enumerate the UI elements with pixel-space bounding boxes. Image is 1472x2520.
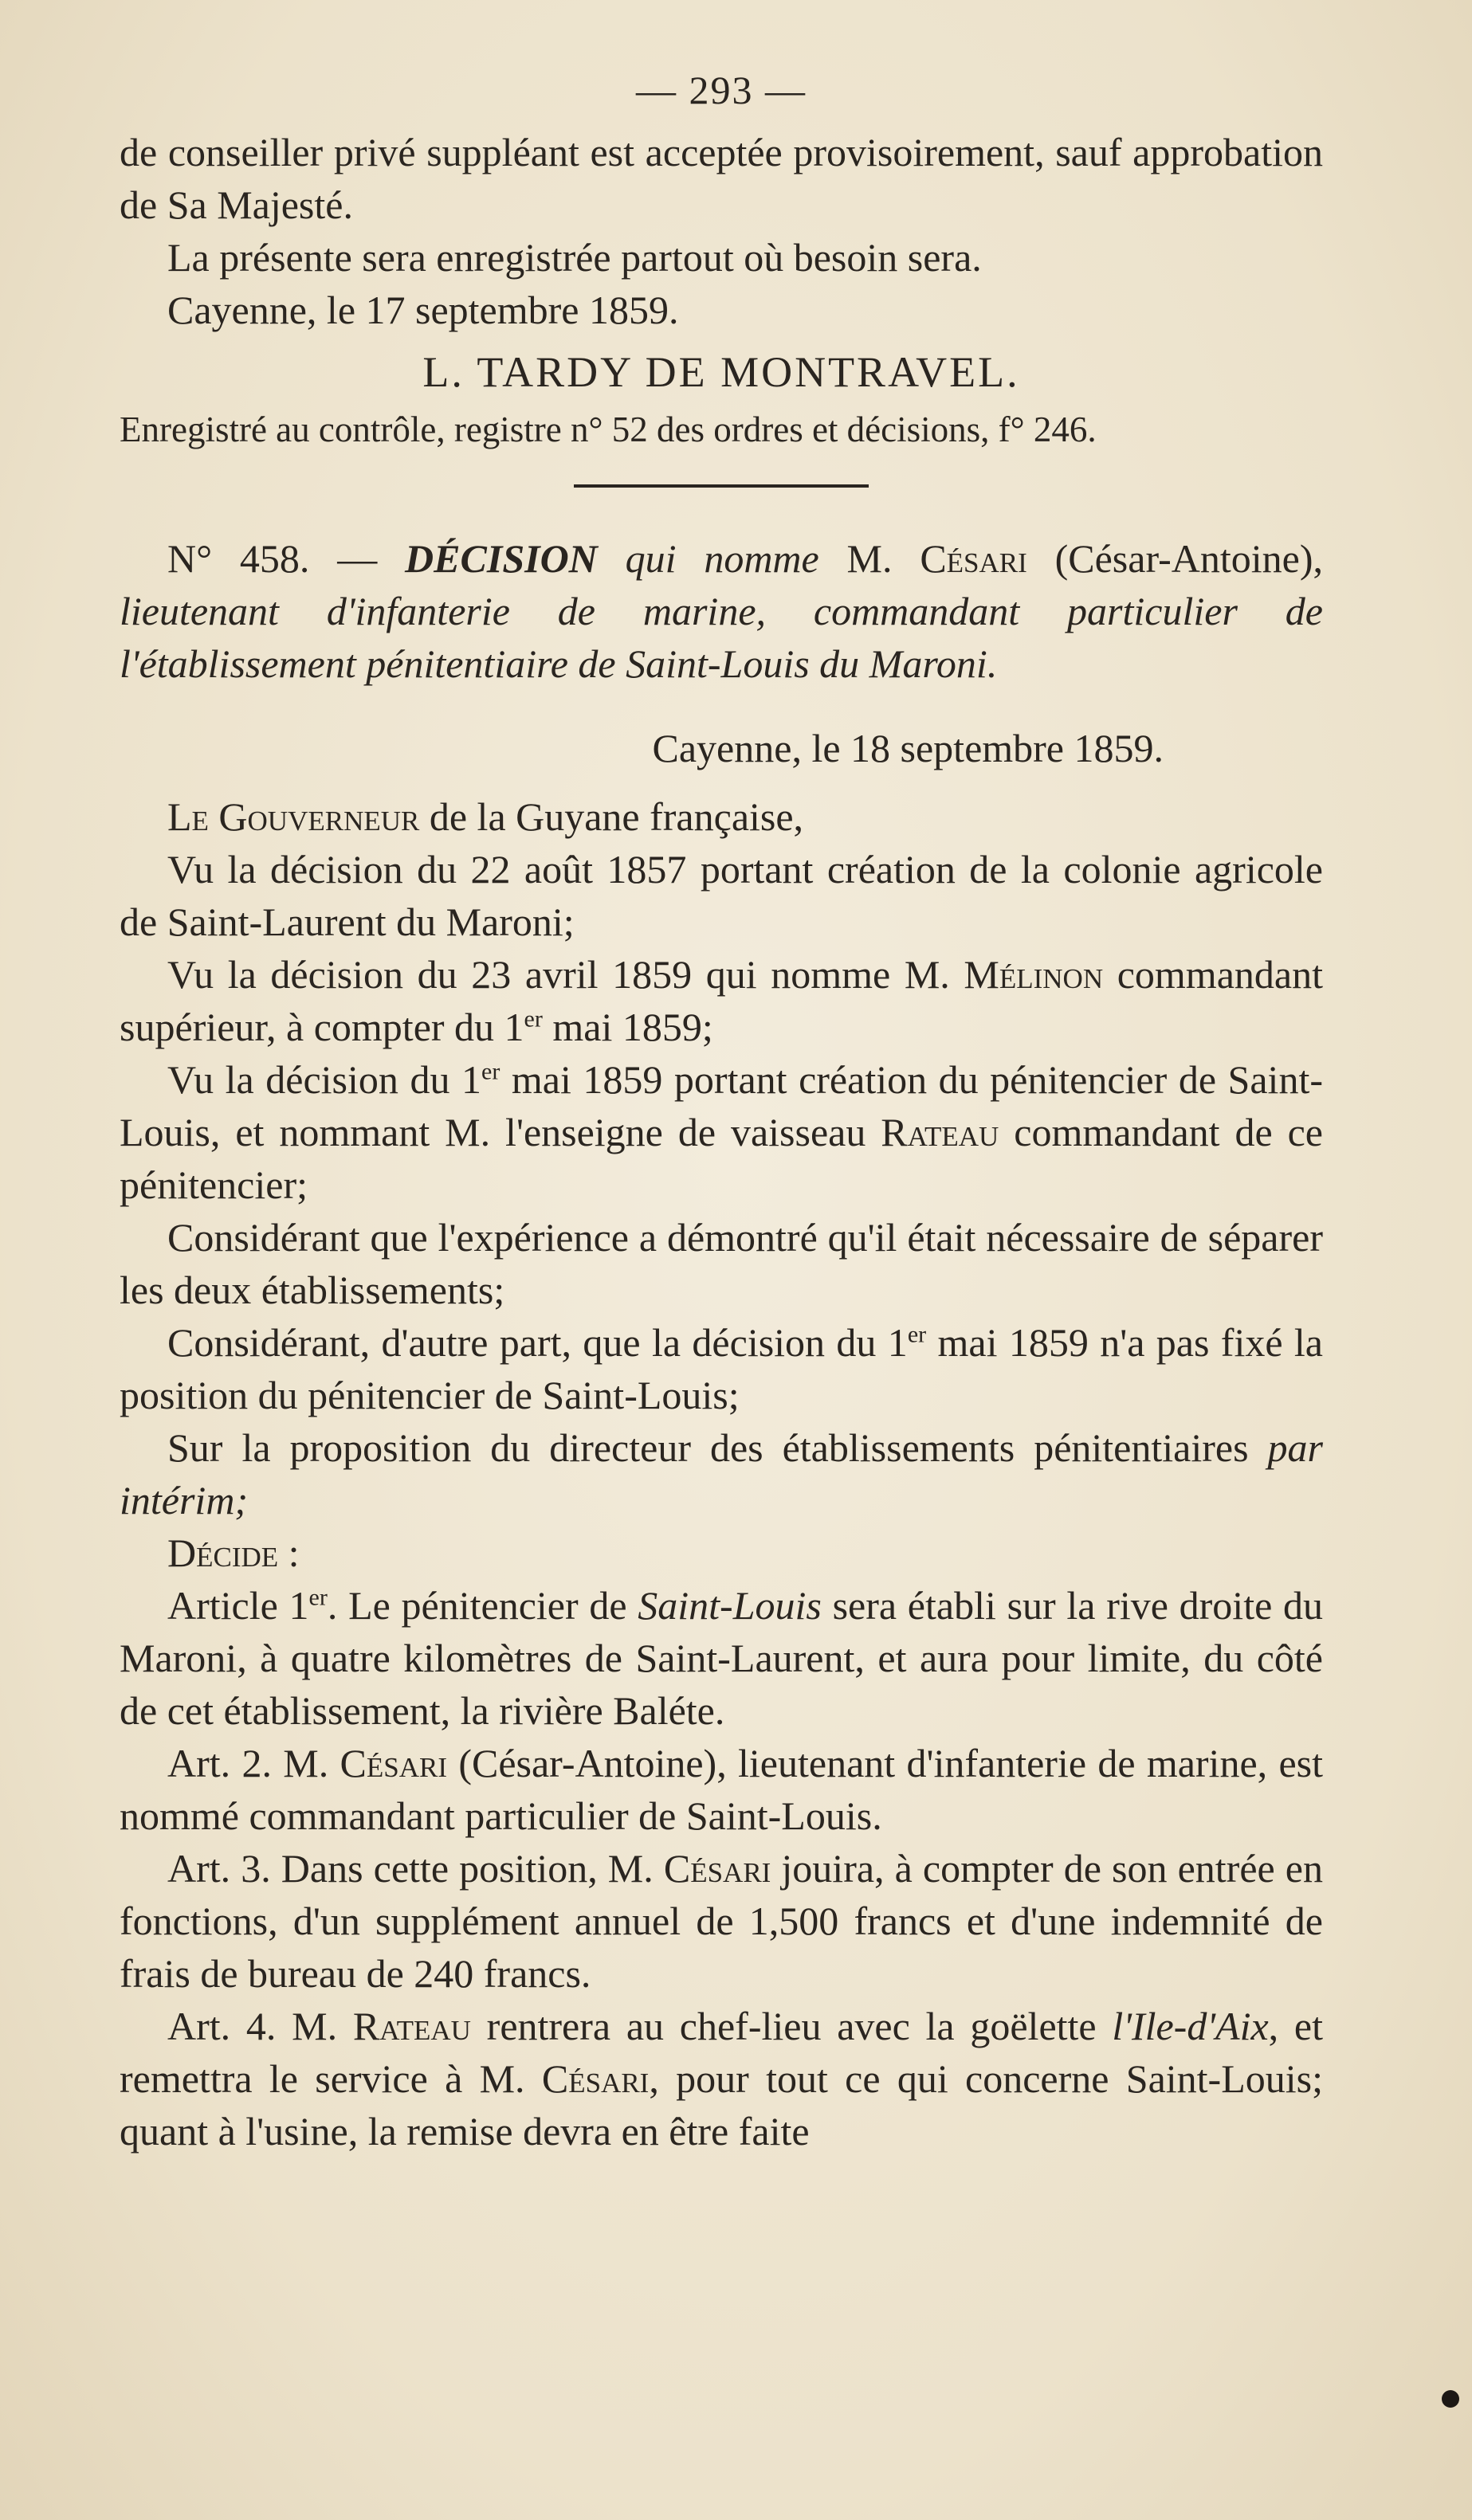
superscript: er (308, 1584, 328, 1611)
ink-spot (1442, 2390, 1459, 2408)
article-4 (120, 2000, 1323, 2157)
superscript: er (907, 1321, 927, 1348)
text: mai 1859 portant création du pénitencier de Saint-Louis, et nommant M. l'enseigne de vaisseau (120, 1057, 1323, 1154)
article-2 (120, 1737, 1323, 1842)
heading-text-2: (César-Antoine), (1026, 536, 1323, 581)
superscript: er (481, 1058, 500, 1085)
decides: Décide : (167, 1530, 300, 1575)
text: commandant supérieur, à compter du 1 (120, 952, 1323, 1049)
text: (César-Antoine), lieutenant d'infanterie de marine, est nommé commandant particulier de Saint-Louis. (120, 1741, 1323, 1838)
text: Vu la décision du 1 (167, 1057, 481, 1102)
decision-heading (120, 532, 1323, 690)
text: Vu la décision du 23 avril 1859 qui nomme M. (167, 952, 964, 997)
governor-title: Le Gouverneur (167, 794, 420, 839)
page-number: — 293 — (636, 68, 807, 112)
text: Considérant, d'autre part, que la décision du 1 (167, 1320, 908, 1365)
heading-text: qui nomme (597, 536, 847, 581)
italic-text: par intérim; (120, 1425, 1323, 1523)
text: sera établi sur la rive droite du Maroni, à quatre kilomètres de Saint-Laurent, et aura pour limite, du côté de cet établissement, la rivière Baléte. (120, 1583, 1323, 1733)
superscript: er (524, 1005, 543, 1033)
text: commandant de ce pénitencier; (120, 1110, 1323, 1207)
heading-person: M. Césari (846, 536, 1027, 581)
registration-order: La présente sera enregistrée partout où besoin sera. (167, 235, 982, 280)
heading-italic: lieutenant d'infanterie de marine, commandant particulier de l'établissement pénitentiaire de Saint-Louis du Maroni. (120, 589, 1323, 686)
decision-number: N° 458. — (167, 536, 378, 581)
text: . Le pénitencier de (327, 1583, 638, 1628)
page-text (120, 64, 1323, 2157)
considering-2 (120, 1316, 1323, 1421)
text: , pour tout ce qui concerne Saint-Louis; quant à l'usine, la remise devra en être faite (120, 2056, 1323, 2154)
place-date: Cayenne, le 17 septembre 1859. (167, 288, 679, 332)
text: jouira, à compter de son entrée en fonctions, d'un supplément annuel de 1,500 francs et d'une indemnité de frais de bureau de 240 francs. (120, 1846, 1323, 1996)
proposal (120, 1421, 1323, 1527)
person-name: Césari (663, 1846, 771, 1891)
text: Art. 3. Dans cette position, M. (167, 1846, 664, 1891)
registration-note: Enregistré au contrôle, registre n° 52 des ordres et décisions, f° 246. (120, 410, 1097, 449)
whereas-2 (120, 948, 1323, 1053)
considering-1: Considérant que l'expérience a démontré qu'il était nécessaire de séparer les deux établissements; (120, 1215, 1323, 1312)
signature: L. TARDY DE MONTRAVEL. (422, 348, 1020, 396)
article-1 (120, 1579, 1323, 1737)
person-name: Rateau (352, 2004, 471, 2048)
governor-rest: de la Guyane française, (419, 794, 804, 839)
text: Article 1 (167, 1583, 309, 1628)
person-name: Césari (340, 1741, 448, 1785)
italic-text: Saint-Louis (638, 1583, 822, 1628)
text: mai 1859 n'a pas fixé la position du pénitencier de Saint-Louis; (120, 1320, 1323, 1417)
whereas-3 (120, 1053, 1323, 1211)
whereas-1: Vu la décision du 22 août 1857 portant création de la colonie agricole de Saint-Laurent du Maroni; (120, 847, 1323, 944)
person-name: Césari (541, 2056, 650, 2101)
text: rentrera au chef-lieu avec la goëlette (470, 2004, 1113, 2048)
governor-line (120, 790, 1323, 843)
person-name: Rateau (881, 1110, 999, 1154)
italic-text: l'Ile-d'Aix (1112, 2004, 1269, 2048)
decision-date: Cayenne, le 18 septembre 1859. (652, 726, 1164, 770)
continuation-paragraph: de conseiller privé suppléant est acceptée provisoirement, sauf approbation de Sa Majesté. (120, 130, 1323, 227)
decision-title: DÉCISION (405, 536, 598, 581)
text: Art. 4. M. (167, 2004, 353, 2048)
text: mai 1859; (542, 1005, 713, 1049)
text: Art. 2. M. (167, 1741, 340, 1785)
section-divider (574, 484, 869, 488)
text: Sur la proposition du directeur des établissements pénitentiaires (167, 1425, 1268, 1470)
article-3 (120, 1842, 1323, 2000)
text: , et remettra le service à M. (120, 2004, 1323, 2101)
person-name: Mélinon (964, 952, 1104, 997)
